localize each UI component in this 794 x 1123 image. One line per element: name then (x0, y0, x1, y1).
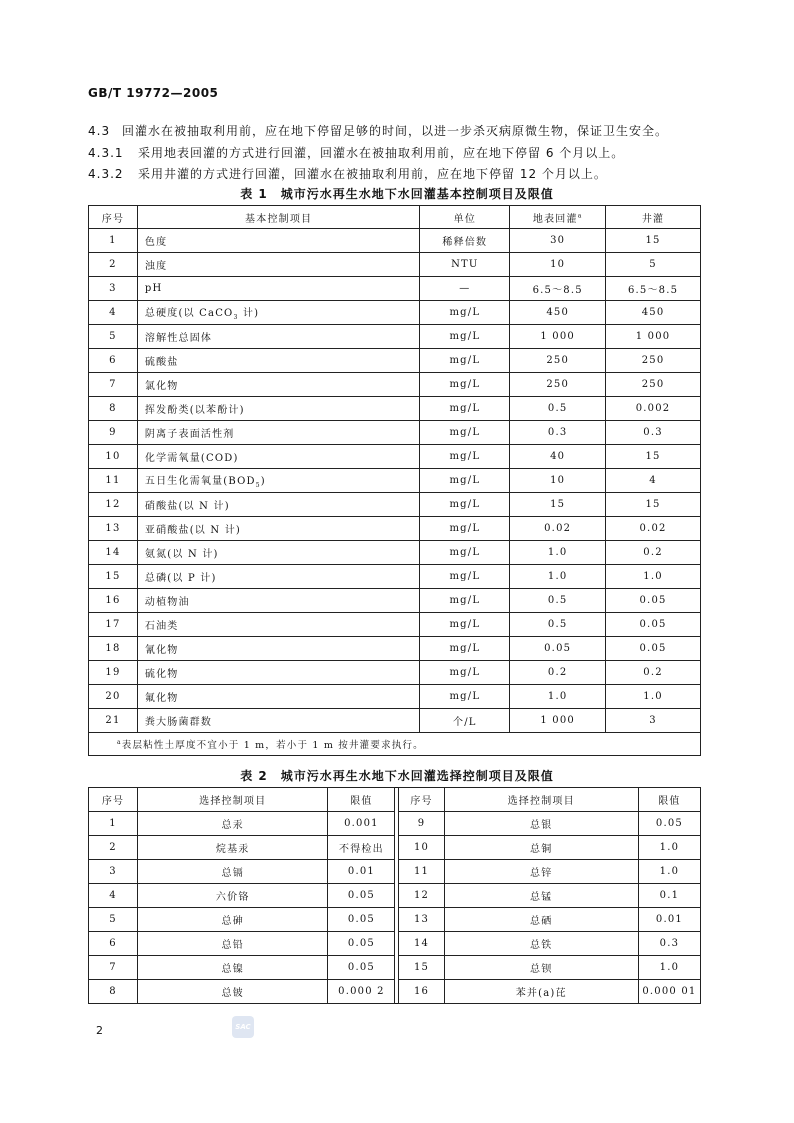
control-item-text: 计) (238, 308, 260, 319)
well-recharge-limit: 450 (606, 301, 701, 325)
table2-optional-control-items (88, 787, 701, 1004)
table-row (89, 860, 701, 884)
row-number: 4 (89, 884, 138, 908)
row-number: 11 (89, 469, 138, 493)
well-recharge-limit: 15 (606, 445, 701, 469)
table-row (89, 661, 701, 685)
surface-recharge-limit: 1.0 (510, 565, 606, 589)
unit: mg/L (420, 445, 510, 469)
unit: mg/L (420, 685, 510, 709)
row-number: 5 (89, 908, 138, 932)
table-row (89, 349, 701, 373)
well-recharge-limit: 250 (606, 349, 701, 373)
table-row (89, 565, 701, 589)
well-recharge-limit: 0.2 (606, 541, 701, 565)
row-number: 3 (89, 277, 138, 301)
table1-header-row (89, 206, 701, 229)
limit-value: 0.001 (328, 812, 395, 836)
unit: mg/L (420, 493, 510, 517)
table-row (89, 884, 701, 908)
row-number: 2 (89, 836, 138, 860)
surface-recharge-limit: 250 (510, 373, 606, 397)
control-item: 氟化物 (137, 685, 420, 709)
control-item: 硫化物 (137, 661, 420, 685)
unit: NTU (420, 253, 510, 277)
unit: mg/L (420, 589, 510, 613)
header-text: 地表回灌 (532, 213, 578, 225)
row-number: 16 (89, 589, 138, 613)
unit: 稀释倍数 (420, 229, 510, 253)
control-item: 动植物油 (137, 589, 420, 613)
table-row (89, 541, 701, 565)
limit-value: 0.000 2 (328, 980, 395, 1004)
row-number: 11 (399, 860, 444, 884)
surface-recharge-limit: 0.02 (510, 517, 606, 541)
control-item-text: 总硬度(以 CaCO (144, 308, 234, 319)
table-row (89, 613, 701, 637)
well-recharge-limit: 0.02 (606, 517, 701, 541)
clause-number: 4.3.2 (88, 167, 124, 181)
table-row (89, 517, 701, 541)
surface-recharge-limit: 1.0 (510, 685, 606, 709)
control-item: 氰化物 (137, 637, 420, 661)
table-row (89, 445, 701, 469)
control-item: 氨氮(以 N 计) (137, 541, 420, 565)
control-item: 石油类 (137, 613, 420, 637)
control-item: 总汞 (138, 812, 328, 836)
limit-value: 0.1 (638, 884, 700, 908)
row-number: 1 (89, 812, 138, 836)
limit-value: 1.0 (638, 860, 700, 884)
surface-recharge-limit: 1.0 (510, 541, 606, 565)
row-number: 14 (399, 932, 444, 956)
row-number: 5 (89, 325, 138, 349)
control-item: 烷基汞 (138, 836, 328, 860)
row-number: 12 (89, 493, 138, 517)
unit: mg/L (420, 613, 510, 637)
limit-value: 0.01 (328, 860, 395, 884)
control-item: 挥发酚类(以苯酚计) (137, 397, 420, 421)
unit: mg/L (420, 469, 510, 493)
control-item: 总镉 (138, 860, 328, 884)
clause-number: 4.3.1 (88, 146, 124, 160)
footnote-text: 表层粘性土厚度不宜小于 1 m，若小于 1 m 按井灌要求执行。 (121, 740, 424, 751)
surface-recharge-limit: 450 (510, 301, 606, 325)
control-item: 硝酸盐(以 N 计) (137, 493, 420, 517)
control-item: 硫酸盐 (137, 349, 420, 373)
clause-4-3-2 (88, 165, 607, 182)
limit-value: 0.05 (328, 884, 395, 908)
control-item: 色度 (137, 229, 420, 253)
unit: mg/L (420, 397, 510, 421)
row-number: 7 (89, 373, 138, 397)
control-item-text: 五日生化需氧量(BOD (144, 476, 256, 487)
table-row (89, 301, 701, 325)
table-row (89, 685, 701, 709)
control-item: 总锌 (444, 860, 638, 884)
table1-footnote-row (89, 733, 701, 756)
row-number: 10 (89, 445, 138, 469)
control-item: 苯并(a)芘 (444, 980, 638, 1004)
header-cell: 选择控制项目 (444, 788, 638, 812)
table1-basic-control-items (88, 205, 701, 756)
header-cell: 井灌 (606, 206, 701, 229)
limit-value: 0.3 (638, 932, 700, 956)
row-number: 6 (89, 932, 138, 956)
sac-watermark-logo: SAC (232, 1016, 254, 1038)
well-recharge-limit: 0.3 (606, 421, 701, 445)
table-row (89, 637, 701, 661)
control-item: 浊度 (137, 253, 420, 277)
surface-recharge-limit: 1 000 (510, 709, 606, 733)
surface-recharge-limit: 0.5 (510, 397, 606, 421)
header-cell: 单位 (420, 206, 510, 229)
table-row (89, 709, 701, 733)
table-row (89, 836, 701, 860)
row-number: 13 (399, 908, 444, 932)
table-row (89, 589, 701, 613)
limit-value: 0.01 (638, 908, 700, 932)
well-recharge-limit: 0.002 (606, 397, 701, 421)
control-item-text: ) (260, 476, 266, 487)
surface-recharge-limit: 1 000 (510, 325, 606, 349)
unit: — (420, 277, 510, 301)
control-item: 阴离子表面活性剂 (137, 421, 420, 445)
unit: mg/L (420, 373, 510, 397)
limit-value: 0.05 (328, 932, 395, 956)
limit-value: 1.0 (638, 836, 700, 860)
table-row (89, 980, 701, 1004)
control-item: 氯化物 (137, 373, 420, 397)
limit-value: 不得检出 (328, 836, 395, 860)
control-item: 总钡 (444, 956, 638, 980)
row-number: 17 (89, 613, 138, 637)
well-recharge-limit: 3 (606, 709, 701, 733)
control-item: 总铍 (138, 980, 328, 1004)
unit: mg/L (420, 325, 510, 349)
row-number: 20 (89, 685, 138, 709)
control-item: 总铅 (138, 932, 328, 956)
row-number: 10 (399, 836, 444, 860)
surface-recharge-limit: 250 (510, 349, 606, 373)
clause-text: 回灌水在被抽取利用前，应在地下停留足够的时间，以进一步杀灭病原微生物，保证卫生安全。 (122, 124, 669, 138)
well-recharge-limit: 6.5～8.5 (606, 277, 701, 301)
header-cell: 限值 (638, 788, 700, 812)
row-number: 1 (89, 229, 138, 253)
control-item: 粪大肠菌群数 (137, 709, 420, 733)
header-cell: 基本控制项目 (137, 206, 420, 229)
limit-value: 0.000 01 (638, 980, 700, 1004)
header-cell: 序号 (89, 206, 138, 229)
footnote-mark: a (117, 738, 122, 746)
clause-4-3-1 (88, 144, 624, 161)
surface-recharge-limit: 0.3 (510, 421, 606, 445)
well-recharge-limit: 1.0 (606, 685, 701, 709)
row-number: 18 (89, 637, 138, 661)
row-number: 4 (89, 301, 138, 325)
table-row (89, 277, 701, 301)
control-item: 总铜 (444, 836, 638, 860)
well-recharge-limit: 0.05 (606, 613, 701, 637)
surface-recharge-limit: 0.5 (510, 589, 606, 613)
well-recharge-limit: 1 000 (606, 325, 701, 349)
well-recharge-limit: 0.05 (606, 589, 701, 613)
unit: mg/L (420, 637, 510, 661)
table-row (89, 253, 701, 277)
unit: mg/L (420, 541, 510, 565)
page-number: 2 (96, 1024, 103, 1037)
control-item (137, 469, 420, 493)
table-row (89, 373, 701, 397)
control-item: 总银 (444, 812, 638, 836)
control-item: 总磷(以 P 计) (137, 565, 420, 589)
control-item: 总硒 (444, 908, 638, 932)
limit-value: 0.05 (328, 956, 395, 980)
control-item (137, 301, 420, 325)
control-item: pH (137, 277, 420, 301)
standard-code: GB/T 19772—2005 (88, 86, 219, 100)
unit: mg/L (420, 421, 510, 445)
surface-recharge-limit: 0.05 (510, 637, 606, 661)
table-row (89, 932, 701, 956)
control-item: 总铁 (444, 932, 638, 956)
control-item: 总砷 (138, 908, 328, 932)
unit: mg/L (420, 517, 510, 541)
control-item: 六价铬 (138, 884, 328, 908)
table-row (89, 493, 701, 517)
row-number: 2 (89, 253, 138, 277)
row-number: 9 (89, 421, 138, 445)
well-recharge-limit: 0.2 (606, 661, 701, 685)
row-number: 13 (89, 517, 138, 541)
unit: mg/L (420, 661, 510, 685)
control-item: 总锰 (444, 884, 638, 908)
table-row (89, 325, 701, 349)
unit: mg/L (420, 301, 510, 325)
clause-text: 采用井灌的方式进行回灌，回灌水在被抽取利用前，应在地下停留 12 个月以上。 (138, 167, 607, 181)
surface-recharge-limit: 10 (510, 253, 606, 277)
header-cell (510, 206, 606, 229)
well-recharge-limit: 15 (606, 229, 701, 253)
well-recharge-limit: 0.05 (606, 637, 701, 661)
row-number: 7 (89, 956, 138, 980)
surface-recharge-limit: 40 (510, 445, 606, 469)
table-row (89, 397, 701, 421)
well-recharge-limit: 1.0 (606, 565, 701, 589)
table-row (89, 908, 701, 932)
row-number: 8 (89, 980, 138, 1004)
header-cell: 序号 (89, 788, 138, 812)
row-number: 8 (89, 397, 138, 421)
clause-number: 4.3 (88, 124, 111, 138)
limit-value: 1.0 (638, 956, 700, 980)
table-row (89, 956, 701, 980)
row-number: 6 (89, 349, 138, 373)
table-row (89, 469, 701, 493)
surface-recharge-limit: 6.5～8.5 (510, 277, 606, 301)
header-cell: 序号 (399, 788, 444, 812)
control-item: 亚硝酸盐(以 N 计) (137, 517, 420, 541)
row-number: 9 (399, 812, 444, 836)
clause-text: 采用地表回灌的方式进行回灌，回灌水在被抽取利用前，应在地下停留 6 个月以上。 (138, 146, 625, 160)
well-recharge-limit: 4 (606, 469, 701, 493)
row-number: 15 (399, 956, 444, 980)
subscript: 5 (255, 482, 261, 489)
footnote-ref: a (577, 212, 583, 220)
unit: 个/L (420, 709, 510, 733)
limit-value: 0.05 (328, 908, 395, 932)
header-cell: 限值 (328, 788, 395, 812)
table1-title: 表 1 城市污水再生水地下水回灌基本控制项目及限值 (240, 187, 554, 201)
well-recharge-limit: 250 (606, 373, 701, 397)
control-item: 总镍 (138, 956, 328, 980)
surface-recharge-limit: 10 (510, 469, 606, 493)
row-number: 19 (89, 661, 138, 685)
table-row (89, 812, 701, 836)
well-recharge-limit: 5 (606, 253, 701, 277)
surface-recharge-limit: 0.5 (510, 613, 606, 637)
unit: mg/L (420, 565, 510, 589)
table-row (89, 229, 701, 253)
well-recharge-limit: 15 (606, 493, 701, 517)
footnote (89, 733, 701, 756)
control-item: 化学需氧量(COD) (137, 445, 420, 469)
subscript: 3 (233, 314, 239, 321)
table2-title: 表 2 城市污水再生水地下水回灌选择控制项目及限值 (240, 769, 554, 783)
table2-header-row (89, 788, 701, 812)
row-number: 12 (399, 884, 444, 908)
surface-recharge-limit: 15 (510, 493, 606, 517)
table-row (89, 421, 701, 445)
row-number: 21 (89, 709, 138, 733)
row-number: 3 (89, 860, 138, 884)
row-number: 16 (399, 980, 444, 1004)
clause-4-3 (88, 122, 668, 139)
control-item: 溶解性总固体 (137, 325, 420, 349)
surface-recharge-limit: 0.2 (510, 661, 606, 685)
row-number: 15 (89, 565, 138, 589)
header-cell: 选择控制项目 (138, 788, 328, 812)
unit: mg/L (420, 349, 510, 373)
limit-value: 0.05 (638, 812, 700, 836)
surface-recharge-limit: 30 (510, 229, 606, 253)
row-number: 14 (89, 541, 138, 565)
